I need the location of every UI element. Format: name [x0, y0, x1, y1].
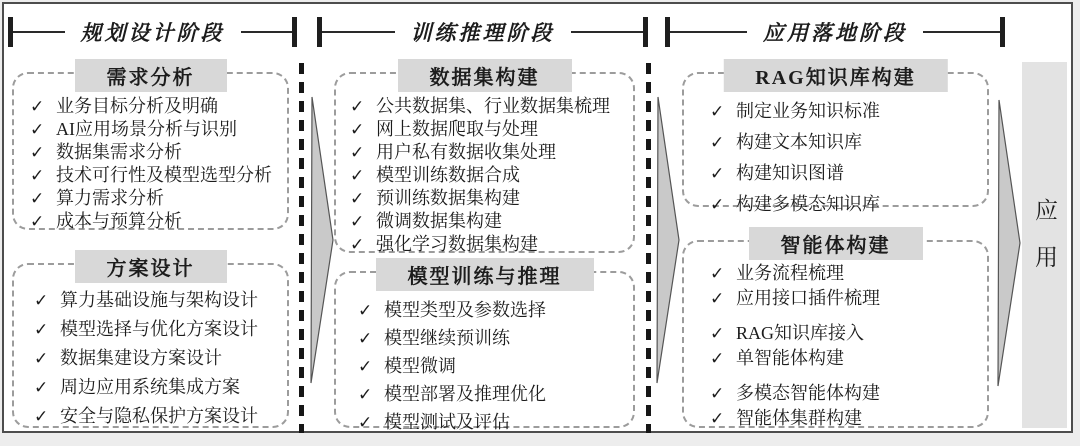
checklist-item-label: 模型继续预训练 — [384, 328, 510, 348]
flow-arrow-icon — [996, 99, 1022, 387]
checklist-item-label: 应用接口插件梳理 — [736, 288, 880, 308]
checklist-item — [710, 407, 981, 430]
checklist-item — [350, 233, 627, 256]
checklist-item-label: 模型微调 — [384, 356, 456, 376]
bracket-bar-icon — [1000, 17, 1005, 47]
checklist-group — [710, 100, 981, 216]
checklist-item — [358, 383, 627, 406]
check-icon: ✓ — [358, 329, 373, 349]
phase-header-training-inference — [317, 15, 648, 49]
checklist-item — [710, 193, 981, 216]
bracket-line — [241, 31, 293, 33]
phase-header-planning-design — [8, 15, 297, 49]
box-title: RAG知识库构建 — [723, 59, 947, 92]
check-icon: ✓ — [358, 357, 373, 377]
phase-divider-dashed-line — [646, 63, 651, 433]
checklist-item — [358, 411, 627, 434]
box-agent-construction — [682, 235, 989, 429]
checklist-item-label: 强化学习数据集构建 — [376, 234, 538, 254]
checklist-item — [30, 118, 281, 141]
check-icon: ✓ — [34, 407, 49, 427]
checklist-item — [710, 262, 981, 285]
check-icon: ✓ — [350, 166, 365, 186]
checklist-item — [350, 187, 627, 210]
checklist-group — [710, 322, 981, 370]
checklist-item — [710, 347, 981, 370]
checklist-item-label: 模型类型及参数选择 — [384, 300, 546, 320]
checklist-item-label: 算力需求分析 — [56, 188, 164, 208]
checklist-item — [710, 131, 981, 154]
check-icon: ✓ — [350, 235, 365, 255]
checklist-item-label: 预训练数据集构建 — [376, 188, 520, 208]
check-icon: ✓ — [358, 301, 373, 321]
bracket-line — [670, 31, 747, 33]
box-title: 模型训练与推理 — [376, 258, 594, 291]
checklist-item-label: RAG知识库接入 — [736, 323, 865, 343]
checklist-item-label: 单智能体构建 — [736, 348, 844, 368]
checklist-item — [350, 210, 627, 233]
checklist — [14, 74, 287, 232]
checklist-item — [710, 100, 981, 123]
checklist-item-label: 业务流程梳理 — [736, 263, 844, 283]
check-icon: ✓ — [30, 143, 45, 163]
check-icon: ✓ — [350, 143, 365, 163]
bracket-line — [322, 31, 395, 33]
application-result-bar — [1022, 62, 1067, 428]
bracket-bar-icon — [292, 17, 297, 47]
checklist-group — [34, 289, 281, 428]
checklist-item — [710, 162, 981, 185]
checklist-item — [30, 164, 281, 187]
phase-label: 应用落地阶段 — [763, 21, 907, 45]
checklist-item — [350, 95, 627, 118]
box-solution-design — [12, 258, 289, 428]
checklist-item — [350, 118, 627, 141]
checklist-item — [350, 141, 627, 164]
checklist-item-label: 模型选择与优化方案设计 — [60, 319, 258, 339]
flow-arrow-icon — [655, 96, 681, 384]
checklist-item — [710, 382, 981, 405]
box-title: 数据集构建 — [398, 59, 572, 92]
checklist-item — [34, 289, 281, 312]
checklist-item-label: 模型测试及评估 — [384, 412, 510, 432]
checklist-group — [350, 95, 627, 256]
checklist-item — [350, 164, 627, 187]
flow-arrow-icon — [309, 96, 335, 384]
checklist-item-label: 网上数据爬取与处理 — [376, 119, 538, 139]
phase-header-application-landing — [665, 15, 1005, 49]
check-icon: ✓ — [350, 120, 365, 140]
checklist — [336, 74, 633, 255]
check-icon: ✓ — [710, 195, 725, 215]
checklist — [684, 74, 987, 215]
checklist-item-label: 数据集需求分析 — [56, 142, 182, 162]
checklist-item — [710, 287, 981, 310]
box-model-training-inference — [334, 266, 635, 433]
phase-label: 训练推理阶段 — [410, 21, 555, 45]
checklist — [684, 242, 987, 429]
checklist-item-label: 数据集建设方案设计 — [60, 348, 222, 368]
check-icon: ✓ — [358, 385, 373, 405]
checklist — [14, 265, 287, 426]
checklist-item — [30, 95, 281, 118]
phase-divider-dashed-line — [299, 63, 304, 433]
checklist — [336, 273, 633, 433]
check-icon: ✓ — [34, 320, 49, 340]
check-icon: ✓ — [710, 349, 725, 369]
checklist-item-label: 智能体集群构建 — [736, 408, 862, 428]
checklist-item-label: 模型部署及推理优化 — [384, 384, 546, 404]
check-icon: ✓ — [710, 102, 725, 122]
check-icon: ✓ — [710, 324, 725, 344]
checklist-group — [710, 262, 981, 310]
checklist-item — [30, 141, 281, 164]
bracket-bar-icon — [643, 17, 648, 47]
check-icon: ✓ — [358, 413, 373, 433]
check-icon: ✓ — [34, 378, 49, 398]
checklist-group — [358, 299, 627, 434]
checklist-item-label: 公共数据集、行业数据集梳理 — [376, 96, 610, 116]
check-icon: ✓ — [710, 289, 725, 309]
checklist-item — [34, 405, 281, 428]
box-dataset-construction — [334, 67, 635, 255]
checklist-item — [30, 210, 281, 233]
checklist-item — [710, 322, 981, 345]
checklist-item-label: 技术可行性及模型选型分析 — [56, 165, 272, 185]
bracket-line — [13, 31, 65, 33]
check-icon: ✓ — [710, 264, 725, 284]
checklist-item — [30, 187, 281, 210]
checklist-item-label: 构建文本知识库 — [736, 132, 862, 152]
check-icon: ✓ — [30, 189, 45, 209]
phase-label: 规划设计阶段 — [80, 21, 225, 45]
check-icon: ✓ — [710, 164, 725, 184]
checklist-item — [358, 327, 627, 350]
checklist-item — [358, 299, 627, 322]
checklist-item — [34, 318, 281, 341]
box-rag-knowledge-base — [682, 67, 989, 215]
check-icon: ✓ — [350, 97, 365, 117]
checklist-item-label: 构建知识图谱 — [736, 163, 844, 183]
check-icon: ✓ — [30, 120, 45, 140]
bracket-line — [571, 31, 644, 33]
checklist-item-label: 模型训练数据合成 — [376, 165, 520, 185]
check-icon: ✓ — [30, 97, 45, 117]
checklist-item — [34, 347, 281, 370]
check-icon: ✓ — [30, 166, 45, 186]
checklist-item-label: AI应用场景分析与识别 — [56, 119, 237, 139]
checklist-item-label: 周边应用系统集成方案 — [60, 377, 240, 397]
check-icon: ✓ — [30, 212, 45, 232]
box-title: 需求分析 — [75, 59, 227, 92]
application-bar-label: 应用 — [1032, 198, 1057, 292]
checklist-item-label: 构建多模态知识库 — [736, 194, 880, 214]
box-requirements-analysis — [12, 67, 289, 232]
checklist-item-label: 多模态智能体构建 — [736, 383, 880, 403]
checklist-item — [34, 376, 281, 399]
check-icon: ✓ — [710, 409, 725, 429]
check-icon: ✓ — [350, 212, 365, 232]
check-icon: ✓ — [710, 133, 725, 153]
check-icon: ✓ — [710, 384, 725, 404]
checklist-item-label: 制定业务知识标准 — [736, 101, 880, 121]
box-title: 方案设计 — [75, 250, 227, 283]
check-icon: ✓ — [350, 189, 365, 209]
check-icon: ✓ — [34, 349, 49, 369]
checklist-item-label: 算力基础设施与架构设计 — [60, 290, 258, 310]
checklist-item-label: 用户私有数据收集处理 — [376, 142, 556, 162]
check-icon: ✓ — [34, 291, 49, 311]
checklist-item-label: 微调数据集构建 — [376, 211, 502, 231]
checklist-group — [30, 95, 281, 233]
box-title: 智能体构建 — [749, 227, 923, 260]
checklist-item — [358, 355, 627, 378]
checklist-group — [710, 382, 981, 430]
checklist-item-label: 安全与隐私保护方案设计 — [60, 406, 258, 426]
checklist-item-label: 业务目标分析及明确 — [56, 96, 218, 116]
checklist-item-label: 成本与预算分析 — [56, 211, 182, 231]
bracket-line — [923, 31, 1000, 33]
